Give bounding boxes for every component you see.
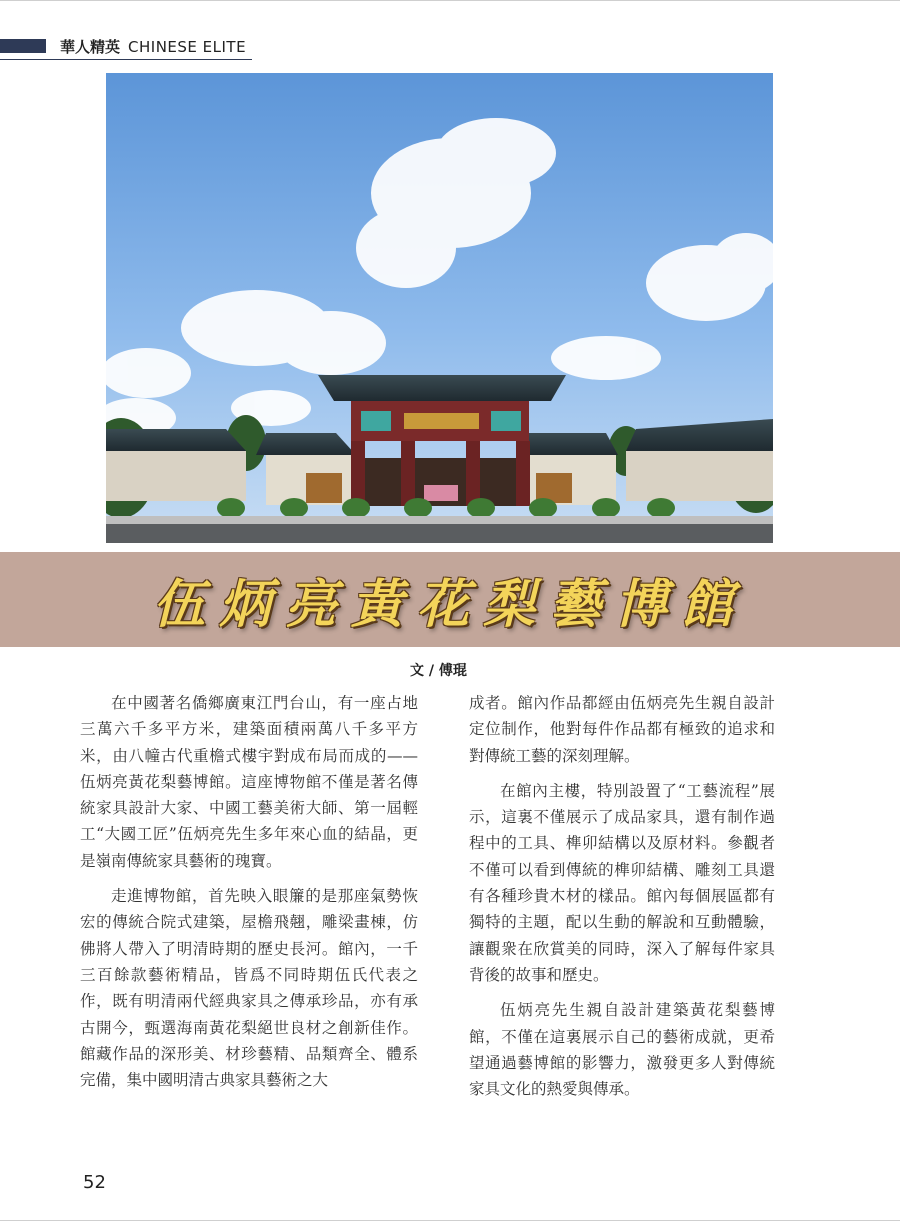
museum-photo [106,73,773,543]
plaza [106,516,773,524]
paragraph-continued: 成者。館內作品都經由伍炳亮先生親自設計定位制作，他對每件作品都有極致的追求和對傳統工藝的深刻理解。 [469,694,775,765]
article-column-right [469,690,775,1111]
article-title: 伍炳亮黃花梨藝博館 [152,574,747,635]
magazine-header [0,36,252,60]
paragraph: 走進博物館，首先映入眼簾的是那座氣勢恢宏的傳統合院式建築，屋檐飛翹，雕梁畫棟，仿佛將人帶入了明清時期的歷史長河。館內，一千三百餘款藝術精品，皆爲不同時期伍氏代表之作，既有明清兩代經典家具之傳承珍品，亦有承古開今，甄選海南黃花梨絕世良材之創新佳作。館藏作品的深形美、材珍藝精、品類齊全、體系完備，集中國明清古典家具藝術之大 [80,887,418,1090]
road [106,524,773,543]
main-gate [318,375,566,506]
header-underline [0,59,252,60]
article-byline: 文 / 傅琨 [410,663,467,679]
paragraph: 在館內主樓，特別設置了“工藝流程”展示，這裏不僅展示了成品家具，還有制作過程中的工具、榫卯結構以及原材料。參觀者不僅可以看到傳統的榫卯結構、雕刻工具還有各種珍貴木材的樣品。館內每個展區都有獨特的主題，配以生動的解說和互動體驗，讓觀衆在欣賞美的同時，深入了解每件家具背後的故事和歷史。 [469,781,775,984]
title-band [0,552,900,647]
paragraph: 在中國著名僑鄉廣東江門台山，有一座占地三萬六千多平方米，建築面積兩萬八千多平方米，由八幢古代重檐式樓宇對成布局而成的——伍炳亮黃花梨藝博館。這座博物館不僅是著名傳統家具設計大家、中國工藝美術大師、第一屆輕工“大國工匠”伍炳亮先生多年來心血的結晶，更是嶺南傳統家具藝術的瑰寶。 [80,694,418,870]
museum-gate-illustration [106,73,773,543]
page-number: 52 [83,1172,106,1193]
paragraph: 伍炳亮先生親自設計建築黃花梨藝博館，不僅在這裏展示自己的藝術成就，更希望通過藝博館的影響力，激發更多人對傳統家具文化的熱愛與傳承。 [469,1001,775,1099]
page-bottom-border [0,1220,900,1221]
magazine-title-english: CHINESE ELITE [128,38,247,56]
magazine-title [60,36,246,57]
page-top-border [0,0,900,1]
header-color-bar [0,39,46,53]
article-column-left [80,690,418,1102]
magazine-title-chinese: 華人精英 [60,38,121,56]
